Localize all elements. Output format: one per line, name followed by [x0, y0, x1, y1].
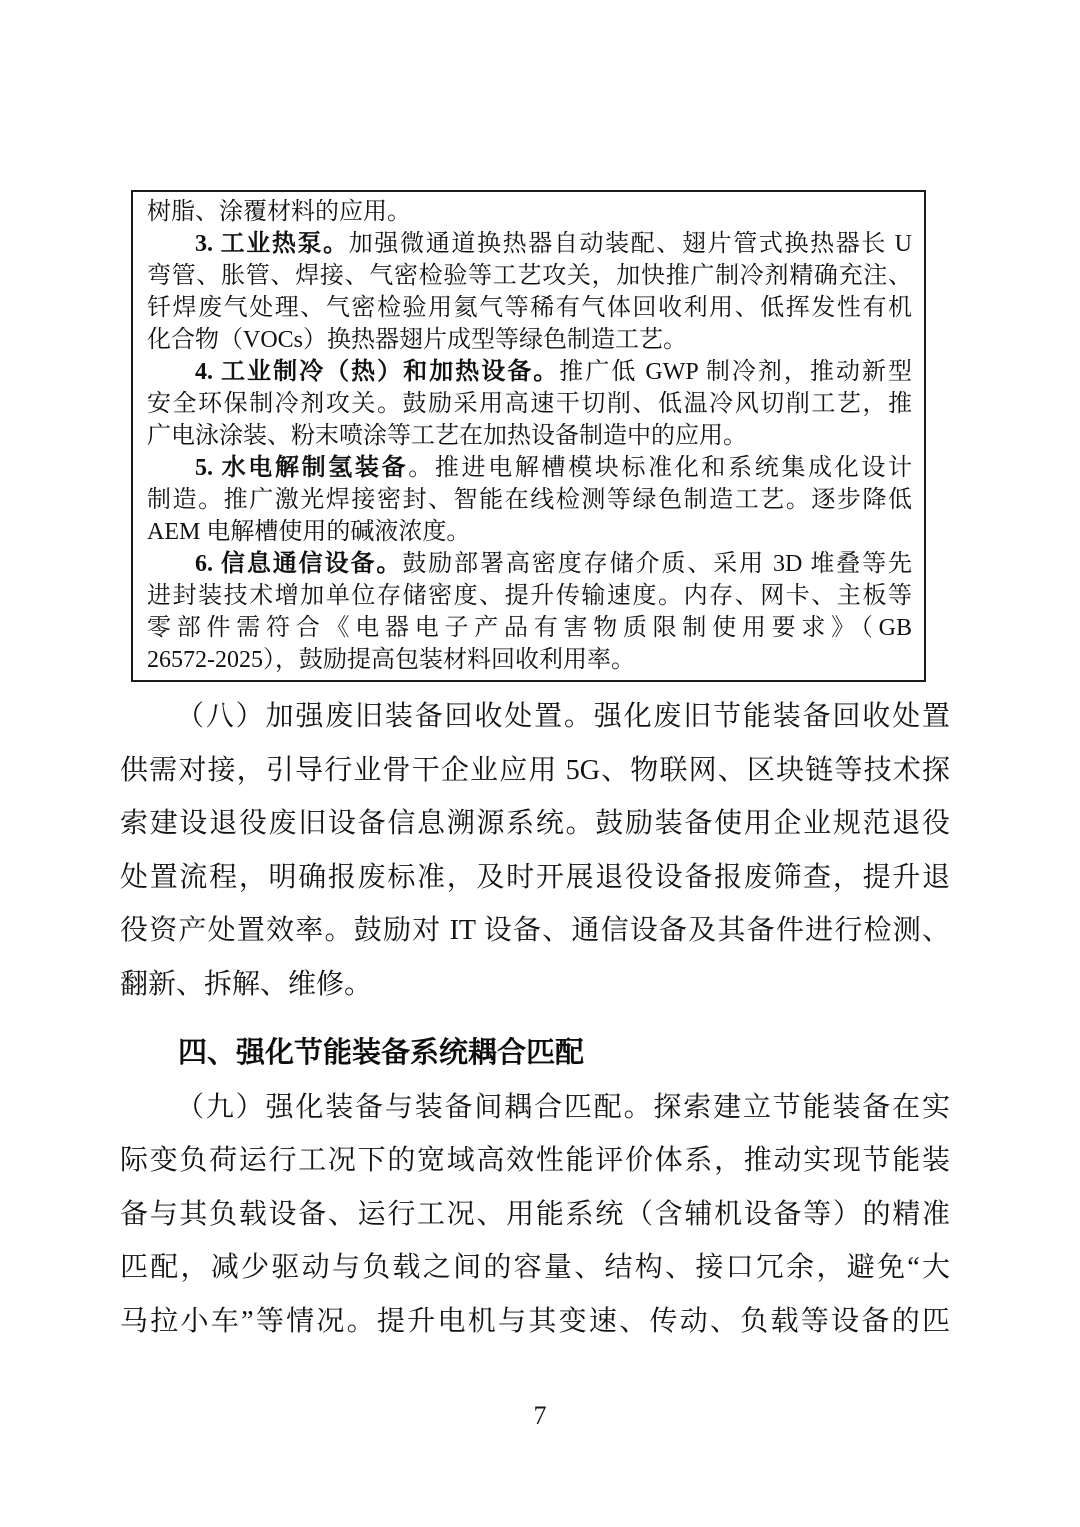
text-line — [120, 851, 950, 905]
text-line — [120, 797, 950, 851]
text-line — [147, 324, 912, 356]
text-segment: 处置流程，明确报废标准，及时开展退役设备报废筛查，提升退 — [120, 861, 950, 893]
text-segment: 马拉小车”等情况。提升电机与其变速、传动、负载等设备的匹 — [120, 1305, 950, 1337]
text-line — [147, 228, 912, 260]
item-number-lead: 4. 工业制冷（热）和加热设备。 — [195, 359, 560, 385]
text-segment: 广电泳涂装、粉末喷涂等工艺在加热设备制造中的应用。 — [147, 423, 747, 449]
text-segment: 鼓励部署高密度存储介质、采用 3D 堆叠等先 — [402, 551, 912, 577]
text-segment: 安全环保制冷剂攻关。鼓励采用高速干切削、低温冷风切削工艺，推 — [147, 391, 912, 417]
text-segment: 备与其负载设备、运行工况、用能系统（含辅机设备等）的精准 — [120, 1198, 950, 1230]
text-segment: AEM 电解槽使用的碱液浓度。 — [147, 519, 471, 545]
text-line — [147, 196, 912, 228]
text-segment: 钎焊废气处理、气密检验用氦气等稀有气体回收利用、低挥发性有机 — [147, 295, 912, 321]
text-line — [147, 484, 912, 516]
text-line — [147, 548, 912, 580]
text-segment: 翻新、拆解、维修。 — [120, 968, 373, 1000]
text-line — [147, 644, 912, 676]
text-segment: 进封装技术增加单位存储密度、提升传输速度。内存、网卡、主板等 — [147, 583, 912, 609]
text-segment: 。推进电解槽模块标准化和系统集成化设计 — [408, 455, 912, 481]
text-line — [147, 612, 912, 644]
text-segment: 供需对接，引导行业骨干企业应用 5G、物联网、区块链等技术探 — [120, 754, 950, 786]
item-number-lead: 3. 工业热泵。 — [195, 231, 349, 257]
text-line — [147, 388, 912, 420]
text-line — [120, 904, 950, 958]
text-segment: 役资产处置效率。鼓励对 IT 设备、通信设备及其备件进行检测、 — [120, 915, 950, 946]
text-segment: 零部件需符合《电器电子产品有害物质限制使用要求》（GB — [147, 615, 912, 641]
text-segment: 弯管、胀管、焊接、气密检验等工艺攻关，加快推广制冷剂精确充注、 — [147, 263, 912, 289]
text-segment: 26572-2025），鼓励提高包装材料回收利用率。 — [147, 647, 635, 673]
clause-lead: （八）加强废旧装备回收处置。 — [176, 701, 594, 732]
page-number: 7 — [533, 1401, 547, 1430]
item-number-lead: 5. 水电解制氢装备 — [195, 455, 409, 481]
text-segment: 加强微通道换热器自动装配、翅片管式换热器长 U — [348, 231, 912, 257]
text-segment: 索建设退役废旧设备信息溯源系统。鼓励装备使用企业规范退役 — [120, 808, 950, 839]
text-line — [120, 1241, 950, 1295]
boxed-section — [131, 190, 926, 682]
text-line — [120, 690, 950, 744]
text-line — [147, 516, 912, 548]
section-heading: 四、强化节能装备系统耦合匹配 — [178, 1037, 585, 1069]
text-line — [120, 1188, 950, 1242]
text-line — [147, 292, 912, 324]
text-segment: 制造。推广激光焊接密封、智能在线检测等绿色制造工艺。逐步降低 — [147, 487, 912, 513]
text-line — [120, 958, 950, 1012]
text-line — [147, 452, 912, 484]
text-segment: 探索建立节能装备在实 — [653, 1091, 950, 1123]
text-line — [120, 1081, 950, 1135]
text-line — [147, 260, 912, 292]
text-segment: 化合物（VOCs）换热器翅片成型等绿色制造工艺。 — [147, 327, 688, 353]
text-line — [147, 356, 912, 388]
text-segment: 推广低 GWP 制冷剂，推动新型 — [559, 359, 912, 385]
paragraph-8 — [120, 690, 950, 1011]
clause-lead: （九）强化装备与装备间耦合匹配。 — [176, 1091, 654, 1123]
text-segment: 树脂、涂覆材料的应用。 — [147, 199, 411, 225]
paragraph-9 — [120, 1081, 950, 1349]
text-segment: 强化废旧节能装备回收处置 — [593, 701, 950, 732]
text-line — [120, 1295, 950, 1349]
text-line — [147, 580, 912, 612]
text-line — [120, 744, 950, 798]
body-text — [120, 690, 950, 1348]
text-segment: 匹配，减少驱动与负载之间的容量、结构、接口冗余，避免“大 — [120, 1252, 950, 1283]
text-line — [120, 1134, 950, 1188]
item-number-lead: 6. 信息通信设备。 — [195, 551, 403, 577]
text-line — [147, 420, 912, 452]
text-segment: 际变负荷运行工况下的宽域高效性能评价体系，推动实现节能装 — [120, 1145, 950, 1176]
